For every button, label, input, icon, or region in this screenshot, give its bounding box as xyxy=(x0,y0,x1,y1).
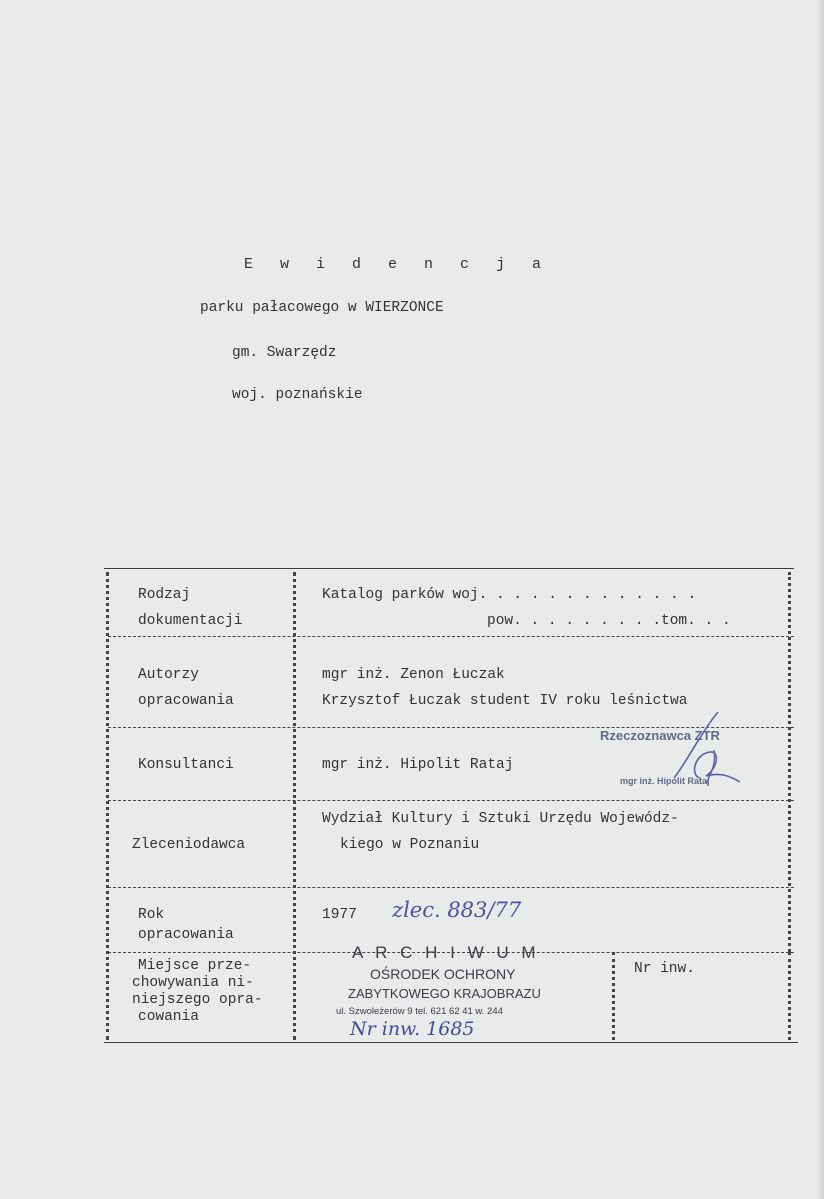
table-top-border xyxy=(104,568,794,569)
row-divider xyxy=(108,887,794,888)
column-divider xyxy=(293,572,296,1040)
table-right-border xyxy=(788,572,791,952)
value-author-2: Krzysztof Łuczak student IV roku leśnictwa xyxy=(322,693,688,709)
label-nr-inw: Nr inw. xyxy=(634,961,695,977)
handwritten-zlec: zlec. 883/77 xyxy=(392,898,522,922)
column-divider xyxy=(612,952,615,1040)
value-author-1: mgr inż. Zenon Łuczak xyxy=(322,667,505,683)
label-miejsce-1: Miejsce prze- xyxy=(138,958,252,974)
signature-icon xyxy=(660,706,750,796)
document-title: E w i d e n c j a xyxy=(244,256,551,273)
label-miejsce-2: chowywania ni- xyxy=(132,975,254,991)
value-zleceniodawca-1: Wydział Kultury i Sztuki Urzędu Wojewódz- xyxy=(322,811,679,827)
label-rok: Rok xyxy=(138,907,165,923)
table-left-border xyxy=(106,572,109,1040)
stamp-zabytkowego: ZABYTKOWEGO KRAJOBRAZU xyxy=(348,986,541,1001)
value-katalog: Katalog parków woj. . . . . . . . . . . . . xyxy=(322,587,697,603)
handwritten-nr-inw: Nr inw. 1685 xyxy=(350,1018,475,1040)
label-zleceniodawca: Zleceniodawca xyxy=(132,837,246,853)
row-divider xyxy=(108,636,794,637)
stamp-archiwum: A R C H I W U M xyxy=(352,943,540,962)
stamp-address: ul. Szwoleżerów 9 tel. 621 62 41 w. 244 xyxy=(336,1006,503,1017)
park-name: parku pałacowego w WIERZONCE xyxy=(200,300,444,316)
value-rok: 1977 xyxy=(322,907,357,923)
row-divider xyxy=(108,800,794,801)
table-right-border xyxy=(788,952,791,1040)
stamp-rzeczoznawca: Rzeczoznawca ZTR xyxy=(600,728,720,743)
label-rok-opracowania: opracowania xyxy=(138,927,234,943)
label-rodzaj: Rodzaj xyxy=(138,587,191,603)
stamp-osrodek: OŚRODEK OCHRONY xyxy=(370,966,516,982)
value-pow-tom: pow. . . . . . . . .tom. . . xyxy=(487,613,731,629)
paper-edge xyxy=(818,0,824,1199)
label-konsultanci: Konsultanci xyxy=(138,757,234,773)
stamp-rzeczoznawca-name: mgr inż. Hipolit Rataj xyxy=(620,776,710,786)
label-miejsce-4: cowania xyxy=(138,1009,199,1025)
commune-name: gm. Swarzędz xyxy=(232,345,337,361)
label-dokumentacji: dokumentacji xyxy=(138,613,243,629)
voivodeship-name: woj. poznańskie xyxy=(232,387,363,403)
value-konsultant: mgr inż. Hipolit Rataj xyxy=(322,757,514,773)
table-bottom-border xyxy=(104,1042,798,1043)
label-opracowania: opracowania xyxy=(138,693,234,709)
label-autorzy: Autorzy xyxy=(138,667,199,683)
value-zleceniodawca-2: kiego w Poznaniu xyxy=(340,837,480,853)
label-miejsce-3: niejszego opra- xyxy=(132,992,263,1008)
